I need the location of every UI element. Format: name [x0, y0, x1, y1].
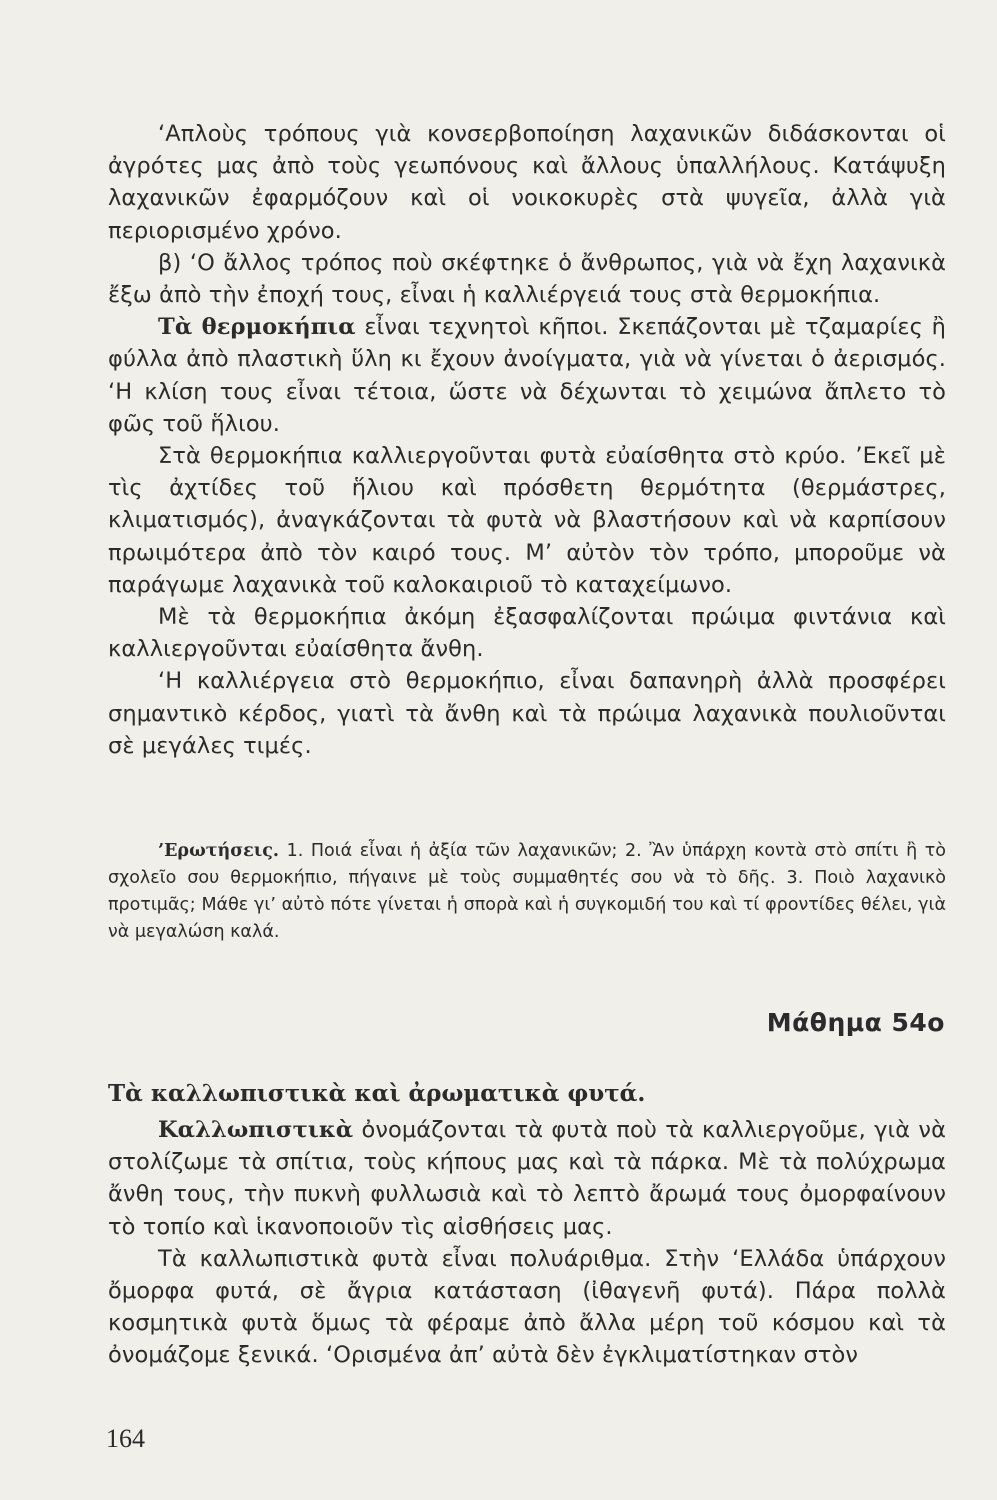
paragraph-preservation: ‘Απλοὺς τρόπους γιὰ κονσερβοποίηση λαχανικῶν διδάσκονται οἱ ἀγρότες μας ἀπὸ τοὺς γεωπόνους καὶ ἄλλους ὑπαλλήλους. Κατάψυξη λαχανικῶν ἐφαρμόζουν καὶ οἱ νοικοκυρὲς στὰ ψυγεῖα, ἀλλὰ γιὰ περιορισμένο χρόνο. [108, 121, 946, 244]
paragraph-cost-profit: ‘Η καλλιέργεια στὸ θερμοκήπιο, εἶναι δαπανηρὴ ἀλλὰ προσφέρει σημαντικὸ κέρδος, γιατὶ τὰ ἄνθη καὶ τὰ πρώιμα λαχανικὰ πουλιοῦνται σὲ μεγάλες τιμές. [108, 668, 946, 759]
section-title: Τὰ καλλωπιστικὰ καὶ ἀρωματικὰ φυτά. [108, 1080, 646, 1107]
questions-block [108, 838, 946, 946]
page-number: 164 [106, 1424, 145, 1453]
term-greenhouses: Τὰ θερμοκήπια [158, 314, 356, 341]
paragraph-ornamental-definition [108, 1114, 946, 1243]
questions-text: 1. Ποιά εἶναι ἡ ἀξία τῶν λαχανικῶν; 2. Ἂν ὑπάρχη κοντὰ στὸ σπίτι ἢ τὸ σχολεῖο σου θερμοκήπιο, πήγαινε μὲ τοὺς συμμαθητές σου νὰ τὸ δῆς. 3. Ποιὸ λαχανικὸ προτιμᾶς; Μάθε γι’ αὐτὸ πότε γίνεται ἡ σπορὰ καὶ ἡ συγκομιδή του καὶ τί φροντίδες θέλει, γιὰ νὰ μεγαλώση καλά. [108, 841, 946, 942]
greenhouse-definition-text: εἶναι τεχνητοὶ κῆποι. Σκεπάζονται μὲ τζαμαρίες ἢ φύλλα ἀπὸ πλαστικὴ ὕλη κι ἔχουν ἀνοίγματα, γιὰ νὰ γίνεται ὁ ἀερισμός. ‘Η κλίση τους εἶναι τέτοια, ὥστε νὰ δέχωνται τὸ χειμώνα ἄπλετο τὸ φῶς τοῦ ἥλιου. [108, 314, 946, 437]
lesson-title: Μάθημα 54ο [766, 1008, 945, 1037]
paragraph-seedlings: Μὲ τὰ θερμοκήπια ἀκόμη ἐξασφαλίζονται πρώιμα φιντάνια καὶ καλλιεργοῦνται εὐαίσθητα ἄνθη. [108, 604, 946, 663]
term-ornamental: Καλλωπιστικὰ [158, 1117, 354, 1143]
lower-text-block [108, 1114, 946, 1372]
ornamental-definition-text: ὀνομάζονται τὰ φυτὰ ποὺ τὰ καλλιεργοῦμε, γιὰ νὰ στολίζωμε τὰ σπίτια, τοὺς κήπους μας καὶ τὰ πάρκα. Μὲ τὰ πολύχρωμα ἄνθη τους, τὴν πυκνὴ φυλλωσιὰ καὶ τὸ λεπτὸ ἄρωμά τους ὀμορφαίνουν τὸ τοπίο καὶ ἱκανοποιοῦν τὶς αἰσθήσεις μας. [108, 1117, 946, 1240]
paragraph-ornamental-variety: Τὰ καλλωπιστικὰ φυτὰ εἶναι πολυάριθμα. Στὴν ‘Ελλάδα ὑπάρχουν ὄμορφα φυτά, σὲ ἄγρια κατάσταση (ἰθαγενῆ φυτά). Πάρα πολλὰ κοσμητικὰ φυτὰ ὅμως τὰ φέραμε ἀπὸ ἄλλα μέρη τοῦ κόσμου καὶ τὰ ὀνομάζομε ξενικά. ‘Ορισμένα ἀπ’ αὐτὰ δὲν ἐγκλιματίστηκαν στὸν [108, 1245, 946, 1369]
paragraph-greenhouse-crops: Στὰ θερμοκήπια καλλιεργοῦνται φυτὰ εὐαίσθητα στὸ κρύο. ’Εκεῖ μὲ τὶς ἀχτίδες τοῦ ἥλιου καὶ πρόσθετη θερμότητα (θερμάστρες, κλιματισμός), ἀναγκάζονται τὰ φυτὰ νὰ βλαστήσουν καὶ νὰ καρπίσουν πρωιμότερα ἀπὸ τὸν καιρό τους. Μ’ αὐτὸν τὸν τρόπο, μποροῦμε νὰ παράγωμε λαχανικὰ τοῦ καλοκαιριοῦ τὸ καταχείμωνο. [108, 443, 946, 598]
questions-label: ’Ερωτήσεις. [158, 841, 279, 861]
upper-text-block [108, 118, 946, 762]
paragraph-greenhouse-method: β) ‘Ο ἄλλος τρόπος ποὺ σκέφτηκε ὁ ἄνθρωπος, γιὰ νὰ ἔχη λαχανικὰ ἔξω ἀπὸ τὴν ἐποχή τους, εἶναι ἡ καλλιέργειά τους στὰ θερμοκήπια. [108, 249, 946, 309]
paragraph-greenhouse-definition [108, 311, 946, 440]
questions-paragraph [108, 838, 946, 946]
